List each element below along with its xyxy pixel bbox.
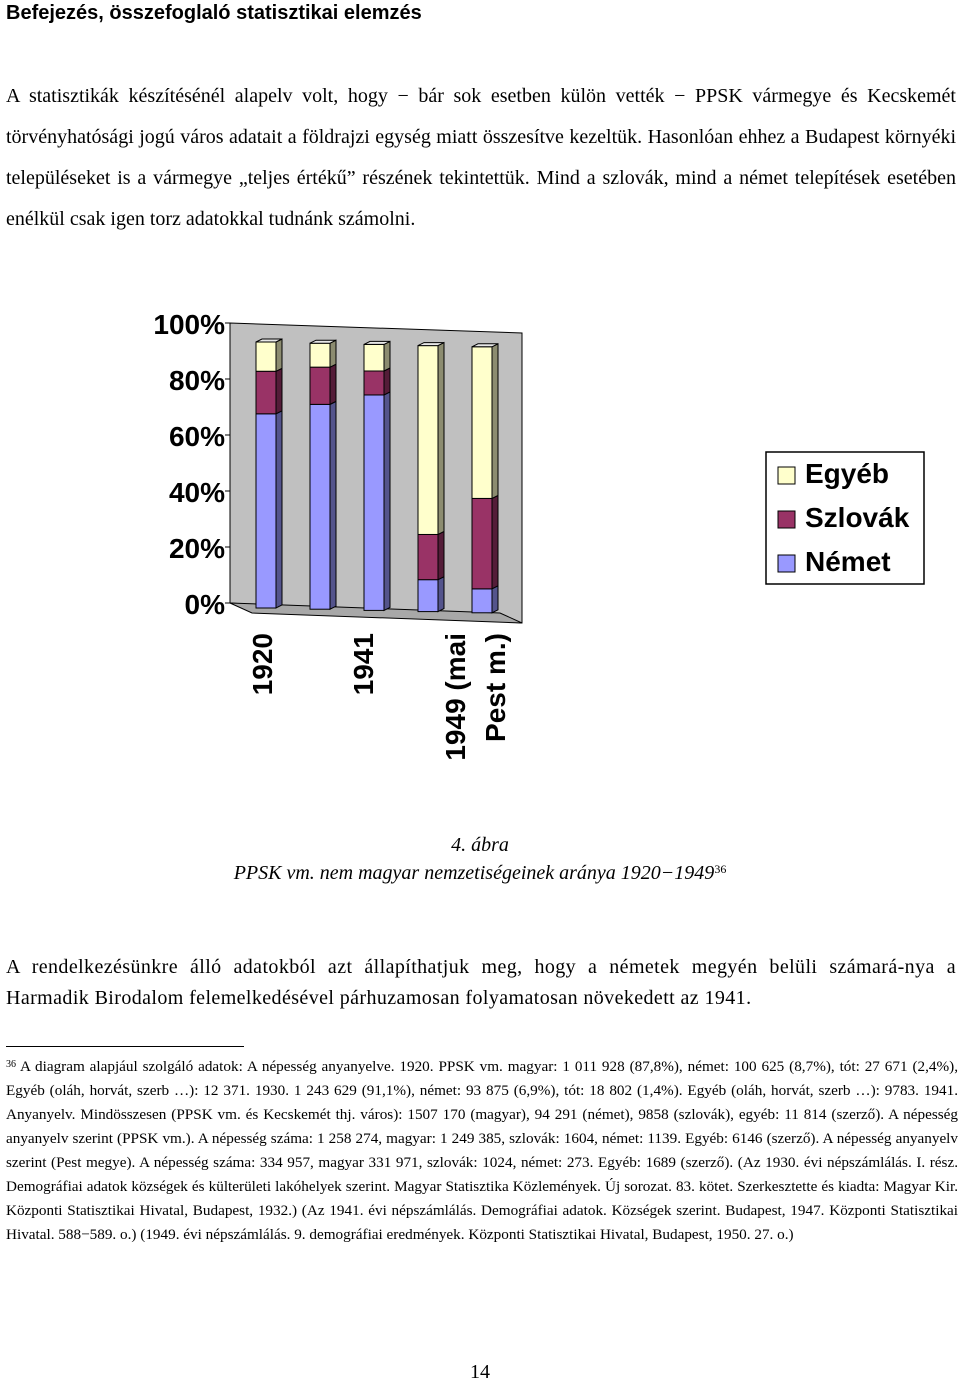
bar-stack — [364, 341, 390, 610]
section-heading: Befejezés, összefoglaló statisztikai elemzés — [6, 2, 422, 24]
y-tick-label: 80% — [168, 365, 225, 396]
x-tick-label: 1949 (mai — [440, 633, 471, 761]
legend-label: Német — [805, 546, 891, 577]
y-tick-label: 60% — [168, 421, 225, 452]
bar-segment — [418, 580, 438, 612]
bar-segment-side — [330, 401, 336, 609]
figure-footnote-ref: 36 — [714, 862, 727, 876]
bar-segment-side — [330, 364, 336, 404]
bar-segment-side — [384, 368, 390, 395]
intro-paragraph — [6, 76, 956, 240]
bar-segment — [256, 371, 276, 414]
bar-segment — [364, 344, 384, 371]
x-tick-label: 1920 — [247, 633, 278, 696]
footnote-text: A diagram alapjául szolgáló adatok: A népesség anyanyelve. 1920. PPSK vm. magyar: 1 011 928 (87,8%), német: 100 625 (8,7%), tót: 27 671 (2,4%), Egyéb (oláh, horvát, szerb …): 12 371. 1930. 1 243 629 (91,1%), német: 93 875 (6,9%), tót: 18 802 (1,4%). Egyéb (oláh, horvát, szerb …): 9783. 1941. Anyanyelv. Mindösszesen (PPSK vm. és Kecskemét thj. város): 1507 170 (magyar), 94 291 (német), 9858 (szlovák), egyéb: 11 814 (szerző). A népesség anyanyelv szerint (PPSK vm.). A népesség száma: 1 258 274, magyar: 1 249 385, szlovák: 1604, német: 1139. Egyéb: 6146 (szerző). A népesség anyanyelv szerint (Pest megye). A népesség száma: 334 957, magyar 331 971, szlovák: 1024, német: 273. Egyéb: 1689 (szerző). (Az 1930. évi népszámlálás. I. rész. Demográfiai adatok községek és külterületi lakóhelyek szerint. Magyar Statisztika Közlemények. Új sorozat. 83. kötet. Szerkesztette és kiadta: Magyar Kir. Központi Statisztikai Hivatal, Budapest, 1932.) (Az 1941. évi népszámlálás. Demográfiai adatok. Községek szerint. Budapest, 1947. Központi Statisztikai Hivatal. 588−589. o.) (1949. évi népszámlálás. 9. demográfiai eredmények. Központi Statisztikai Hivatal, Budapest, 1950. 27. o.) — [6, 1058, 958, 1243]
bar-segment-side — [438, 531, 444, 579]
y-axis — [153, 309, 230, 620]
stacked-bar-chart — [0, 290, 960, 820]
legend-swatch — [778, 555, 795, 572]
bar-segment — [472, 347, 492, 499]
bar-segment — [256, 414, 276, 608]
y-tick-label: 40% — [168, 477, 225, 508]
bar-segment — [418, 346, 438, 535]
bar-segment — [418, 534, 438, 579]
bar-segment-side — [438, 577, 444, 612]
footnote — [6, 1055, 958, 1247]
bar-segment — [310, 404, 330, 609]
body-paragraph-text: A rendelkezésünkre álló adatokból azt állapíthatjuk meg, hogy a németek megyén belüli számará-nya a Harmadik Birodalom felemelkedésével párhuzamosan folyamatosan növekedett az 1941. — [6, 956, 956, 1009]
bar-stack — [418, 343, 444, 612]
bar-stack — [472, 344, 498, 613]
legend-swatch — [778, 511, 795, 528]
y-tick-label: 100% — [153, 309, 225, 340]
figure-title-text: PPSK vm. nem magyar nemzetiségeinek aránya 1920−1949 — [233, 862, 715, 884]
x-axis — [247, 633, 511, 761]
figure-title — [0, 860, 960, 886]
bar-segment-side — [492, 495, 498, 588]
bar-segment — [472, 498, 492, 588]
bar-segment — [256, 342, 276, 371]
y-tick-label: 20% — [168, 533, 225, 564]
bar-segment-side — [384, 341, 390, 371]
bar-segment-side — [276, 368, 282, 414]
page-number: 14 — [470, 1361, 490, 1383]
bar-stack — [310, 340, 336, 609]
bar-segment — [472, 589, 492, 613]
bar-segment — [364, 395, 384, 610]
bar-segment-side — [492, 586, 498, 613]
legend-swatch — [778, 467, 795, 484]
bar-segment-side — [384, 392, 390, 610]
footnote-number: 36 — [6, 1059, 16, 1070]
x-tick-label: 1941 — [348, 633, 379, 696]
bar-segment-side — [492, 344, 498, 499]
intro-paragraph-text: A statisztikák készítésénél alapelv volt, hogy − bár sok esetben külön vették − PPSK vármegye és Kecskemét törvényhatósági jogú város adatait a földrajzi egység miatt összesítve kezeltük. Hasonlóan ehhez a Budapest környéki településeket is a vármegye „teljes értékű” részének tekintettük. Mind a szlovák, mind a német telepítések esetében enélkül csak igen torz adatokkal tudnánk számolni. — [6, 85, 956, 230]
bar-segment-side — [330, 340, 336, 367]
y-tick-label: 0% — [184, 589, 225, 620]
figure-number: 4. ábra — [451, 834, 509, 856]
bar-segment-side — [276, 339, 282, 371]
bar-segment — [310, 343, 330, 367]
footnote-paragraph — [6, 1055, 958, 1247]
bar-segment-side — [438, 343, 444, 535]
legend-label: Egyéb — [805, 458, 890, 489]
bar-segment — [310, 367, 330, 404]
bar-segment — [364, 371, 384, 395]
x-tick-label: Pest m.) — [480, 633, 511, 742]
legend-label: Szlovák — [805, 502, 910, 533]
body-paragraph — [6, 952, 956, 1014]
footnote-separator — [6, 1046, 244, 1047]
chart-legend — [766, 452, 924, 584]
bar-segment-side — [276, 411, 282, 608]
bar-stack — [256, 339, 282, 608]
